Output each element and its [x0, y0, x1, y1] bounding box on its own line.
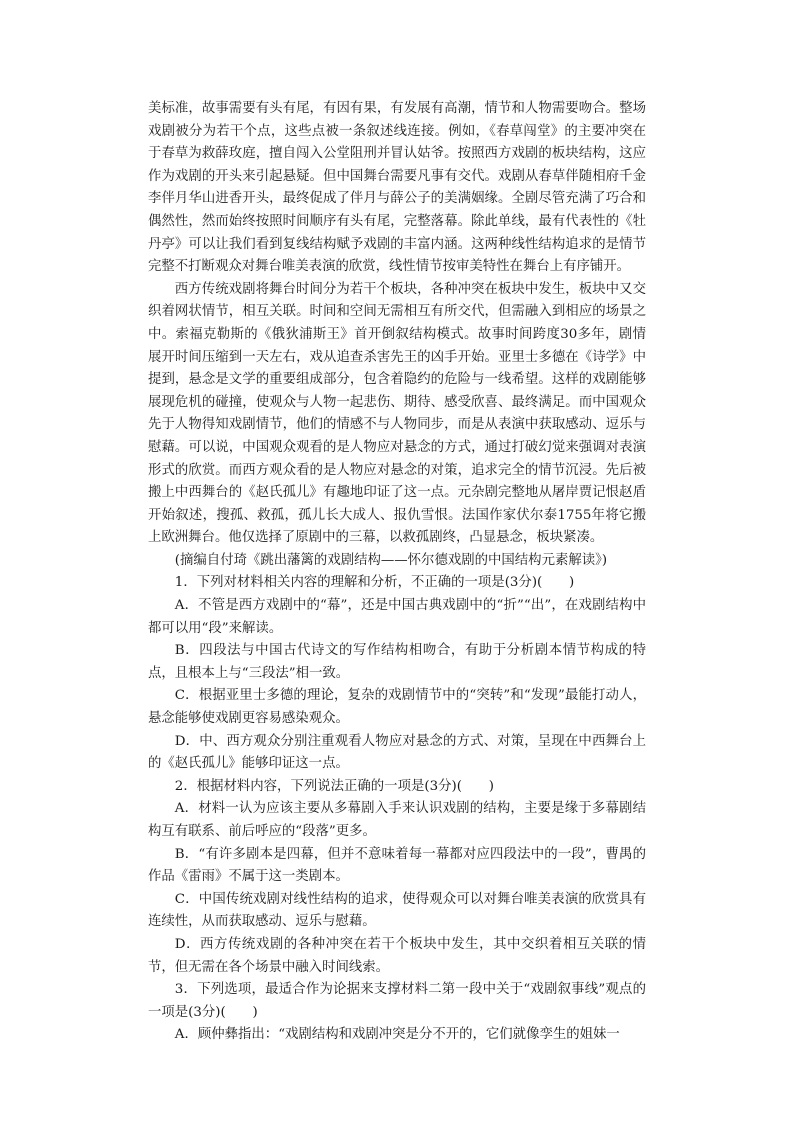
question-1-option-c: C．根据亚里士多德的理论，复杂的戏剧情节中的“突转”和“发现”最能打动人，悬念能够使戏剧更容易感染观众。 — [148, 688, 646, 727]
question-2-stem: 2．根据材料内容，下列说法正确的一项是(3分)( ) — [174, 778, 494, 794]
document-page — [148, 98, 646, 1047]
question-2-option-c: C．中国传统戏剧对线性结构的追求，使得观众可以对舞台唯美表演的欣赏具有连续性，从而获取感动、逗乐与慰藉。 — [148, 891, 646, 930]
question-1-stem: 1．下列对材料相关内容的理解和分析，不正确的一项是(3分)( ) — [174, 575, 575, 591]
question-2-option-b: B．“有许多剧本是四幕，但并不意味着每一幕都对应四段法中的一段”，曹禺的作品《雷雨》不属于这一类剧本。 — [148, 846, 646, 885]
material-paragraph: 西方传统戏剧将舞台时间分为若干个板块，各种冲突在板块中发生，板块中又交织着网状情节，相互关联。时间和空间无需相互有所交代，但需融入到相应的场景之中。索福克勒斯的《俄狄浦斯王》首开倒叙结构模式。故事时间跨度30多年，剧情展开时间压缩到一天左右，戏从追查杀害先王的凶手开始。亚里士多德在《诗学》中提到，悬念是文学的重要组成部分，包含着隐约的危险与一线希望。这样的戏剧能够展现危机的碰撞，使观众与人物一起悲伤、期待、感受欣喜、最终满足。而中国观众先于人物得知戏剧情节，他们的情感不与人物同步，而是从表演中获取感动、逗乐与慰藉。可以说，中国观众观看的是人物应对悬念的方式，通过打破幻觉来强调对表演形式的欣赏。而西方观众看的是人物应对悬念的对策，追求完全的情节沉浸。先后被搬上中西舞台的《赵氏孤儿》有趣地印证了这一点。元杂剧完整地从屠岸贾记恨赵盾开始叙述，搜孤、救孤，孤儿长大成人、报仇雪恨。法国作家伏尔泰1755年将它搬上欧洲舞台。他仅选择了原剧中的三幕，以救孤剧终，凸显悬念，板块紧凑。 — [148, 281, 646, 546]
question-1-option-a: A．不管是西方戏剧中的“幕”，还是中国古典戏剧中的“折”“出”，在戏剧结构中都可以用“段”来解读。 — [148, 598, 646, 636]
question-1-option-b: B．四段法与中国古代诗文的写作结构相吻合，有助于分析剧本情节构成的特点，且根本上与“三段法”相一致。 — [148, 643, 646, 681]
question-3-option-a: A．顾仲彝指出：“戏剧结构和戏剧冲突是分不开的，它们就像孪生的姐妹一 — [174, 1027, 620, 1043]
question-2-option-a: A．材料一认为应该主要从多幕剧入手来认识戏剧的结构，主要是缘于多幕剧结构互有联系、前后呼应的“段落”更多。 — [148, 801, 646, 839]
question-3-stem: 3．下列选项，最适合作为论据来支撑材料二第一段中关于“戏剧叙事线”观点的一项是(3分)( ) — [148, 982, 646, 1020]
question-2-option-d: D．西方传统戏剧的各种冲突在若干个板块中发生，其中交织着相互关联的情节，但无需在各个场景中融入时间线索。 — [148, 936, 646, 975]
material-paragraph-continued: 美标准，故事需要有头有尾，有因有果，有发展有高潮，情节和人物需要吻合。整场戏剧被分为若干个点，这些点被一条叙述线连接。例如，《春草闯堂》的主要冲突在于春草为救薛玫庭，擅自闯入公堂阻刑并冒认姑爷。按照西方戏剧的板块结构，这应作为戏剧的开头来引起悬疑。但中国舞台需要凡事有交代。戏剧从春草伴随相府千金李伴月华山进香开头，最终促成了伴月与薛公子的美满姻缘。全剧尽管充满了巧合和偶然性，然而始终按照时间顺序有头有尾，完整落幕。除此单线，最有代表性的《牡丹亭》可以让我们看到复线结构赋予戏剧的丰富内涵。这两种线性结构追求的是情节完整不打断观众对舞台唯美表演的欣赏，线性情节按审美特性在舞台上有序铺开。 — [148, 101, 646, 275]
source-citation: (摘编自付琦《跳出藩篱的戏剧结构——怀尔德戏剧的中国结构元素解读》) — [174, 552, 608, 568]
question-1-option-d: D．中、西方观众分别注重观看人物应对悬念的方式、对策，呈现在中西舞台上的《赵氏孤儿》能够印证这一点。 — [148, 733, 646, 772]
